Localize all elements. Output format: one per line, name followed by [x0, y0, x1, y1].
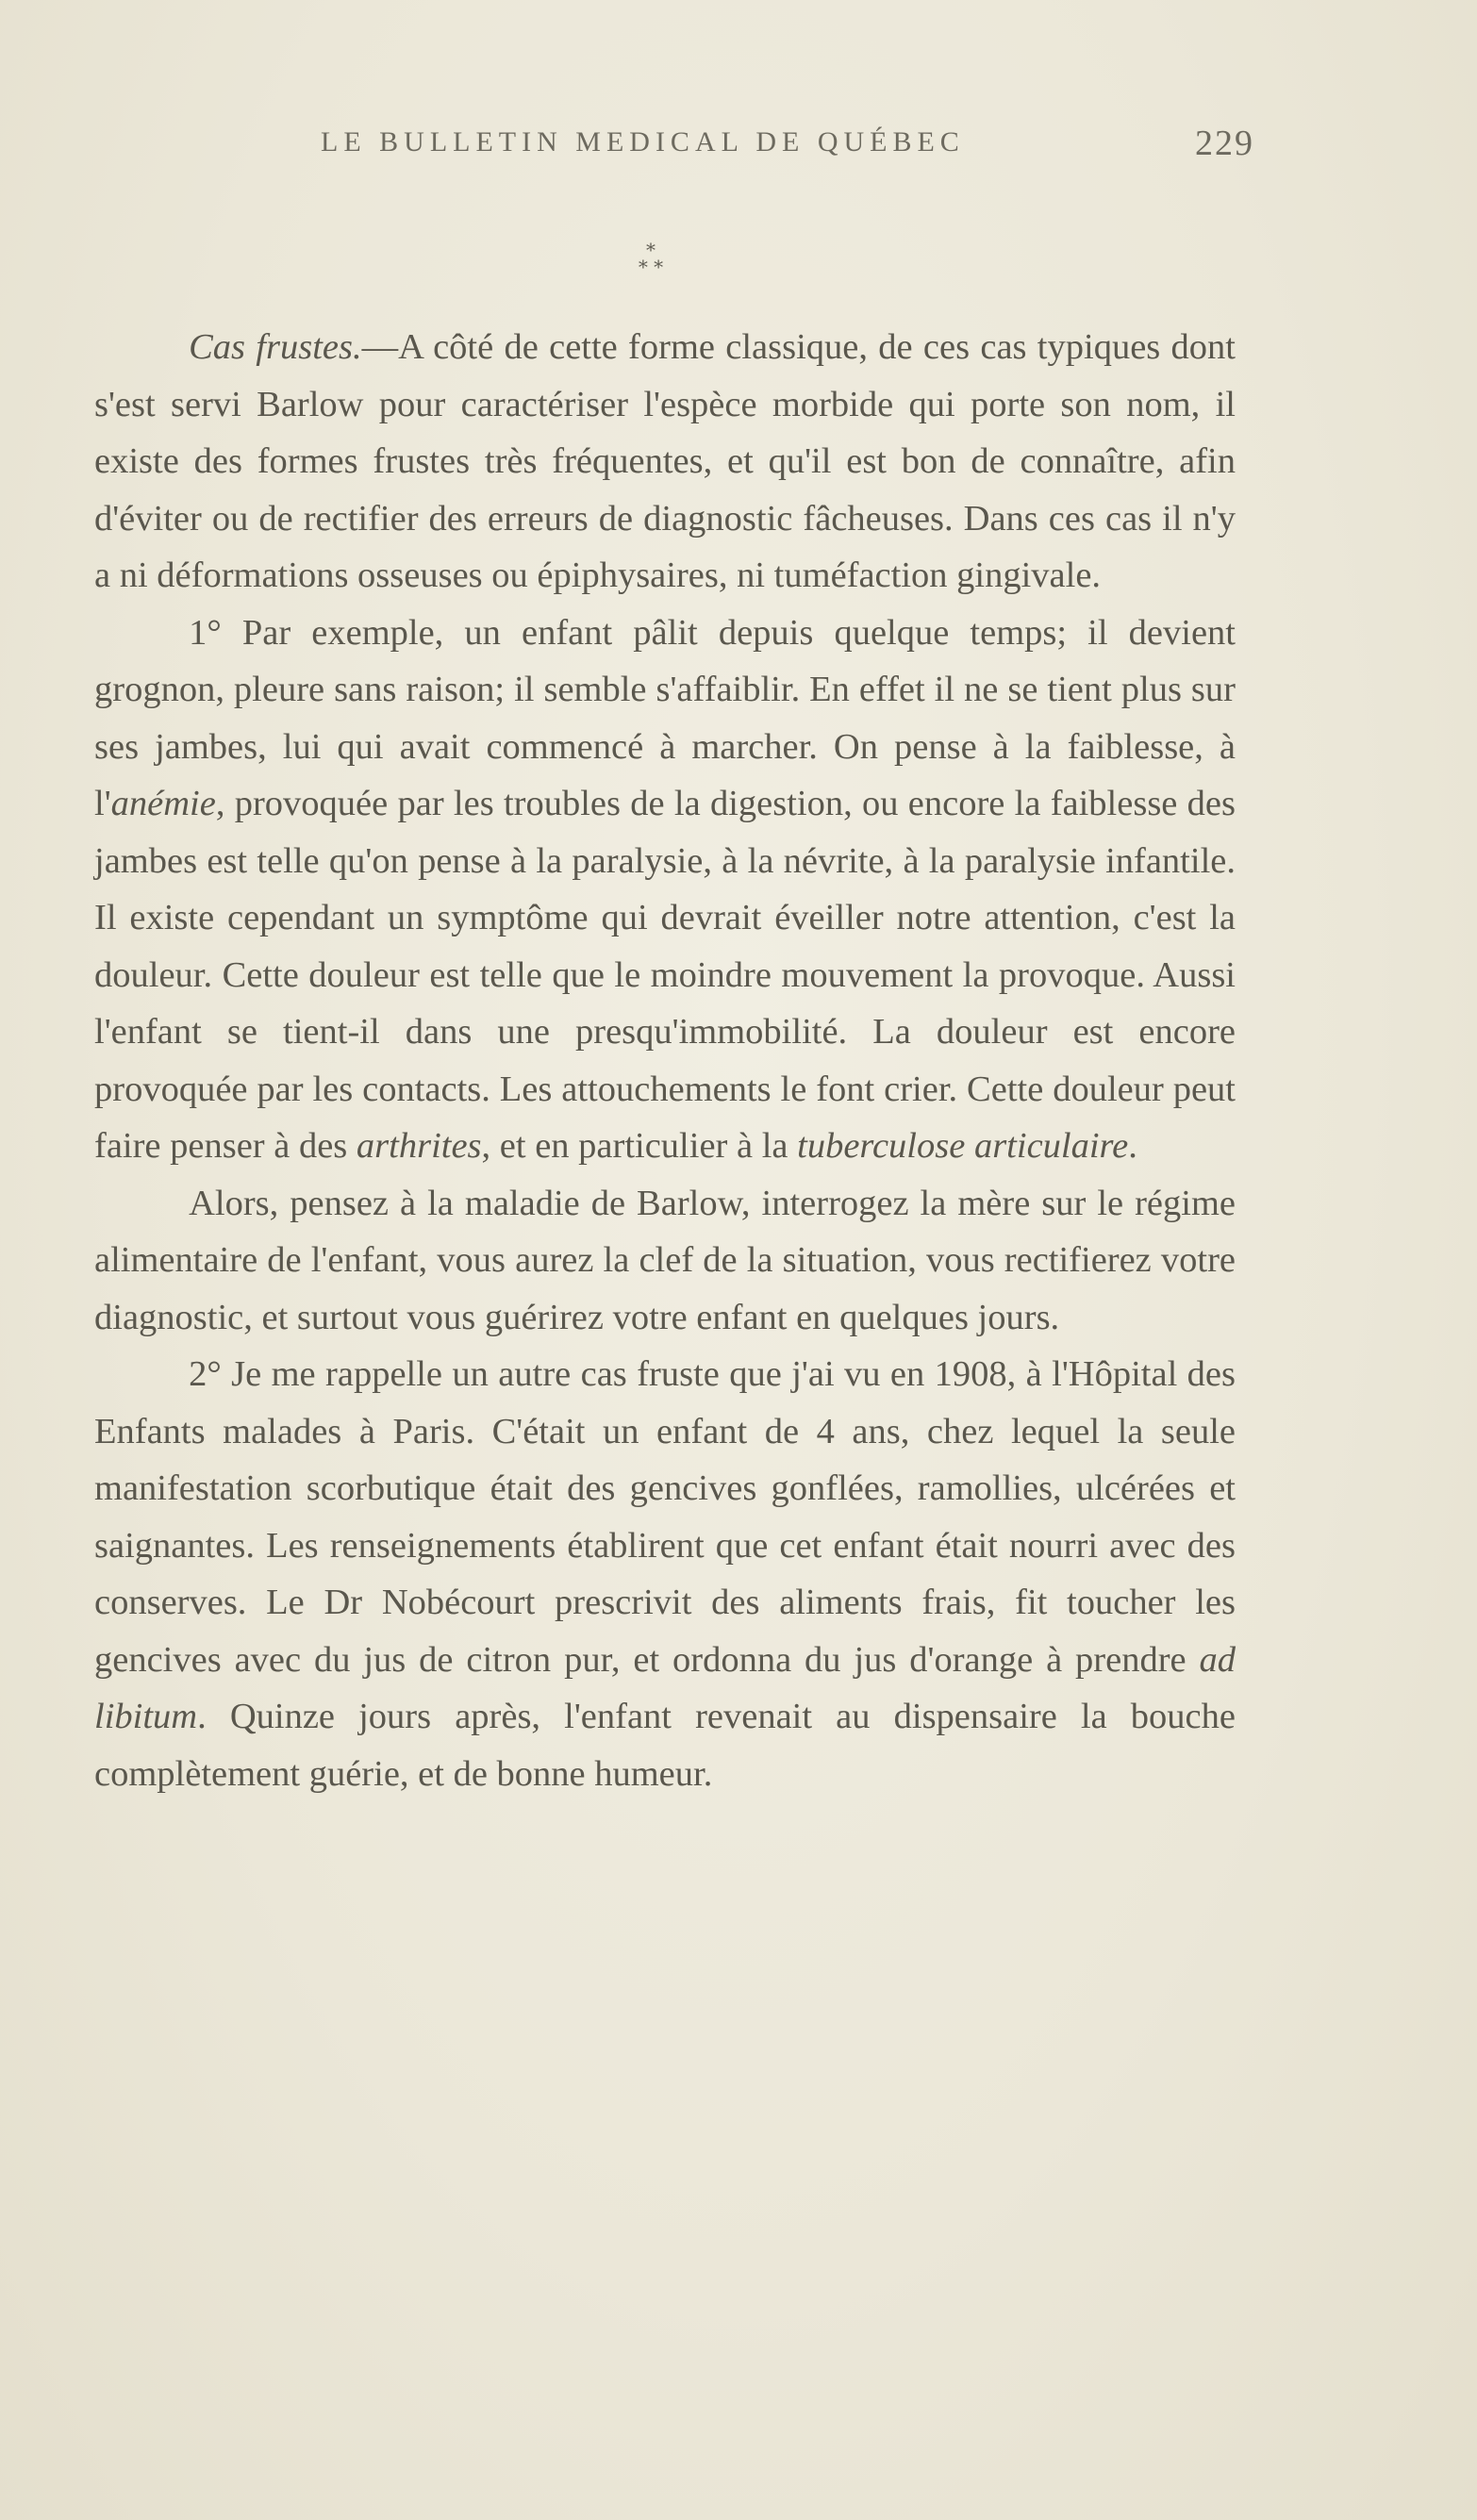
- italic-term: tuberculose articulaire: [797, 1126, 1129, 1166]
- body-text: [94, 319, 1236, 1802]
- page-number: 229: [1195, 124, 1254, 163]
- italic-term: ad libitum: [94, 1639, 1236, 1736]
- paragraph-text: Alors, pensez à la maladie de Barlow, interrogez la mère sur le régime alimentaire de l'enfant, vous aurez la clef de la situation, vous rectifierez votre diagnostic, et surtout vous guérirez votre enfant en quelques jours.: [94, 1183, 1236, 1337]
- asterism-top: *: [646, 239, 656, 261]
- asterism-bottom: * *: [638, 256, 664, 278]
- paragraph-example-2: [94, 1346, 1236, 1802]
- italic-term: anémie: [110, 784, 216, 823]
- asterism-divider: [613, 239, 689, 278]
- running-header: [321, 121, 1254, 177]
- italic-term: arthrites: [356, 1126, 482, 1166]
- paragraph-text: , provoquée par les troubles de la digestion, ou encore la faiblesse des jambes est telle qu'on pense à la paralysie, à la névrite, à la paralysie infantile. Il existe cependant un symptôme qui devrait éveiller notre attention, c'est la douleur. Cette douleur est telle que le moindre mouvement la provoque. Aussi l'enfant se tient-il dans une presqu'immobilité. La douleur est encore provoquée par les contacts. Les attouchements le font crier. Cette douleur peut faire penser à des: [94, 784, 1236, 1166]
- paragraph-text: 2° Je me rappelle un autre cas fruste que j'ai vu en 1908, à l'Hôpital des Enfants malades à Paris. C'était un enfant de 4 ans, chez lequel la seule manifestation scorbutique était des gencives gonflées, ramollies, ulcérées et saignantes. Les renseignements établirent que cet enfant était nourri avec des conserves. Le Dr Nobécourt prescrivit des aliments frais, fit toucher les gencives avec du jus de citron pur, et ordonna du jus d'orange à prendre: [94, 1354, 1236, 1680]
- paragraph-cas-frustes: [94, 319, 1236, 605]
- section-lead-italic: Cas frustes.: [189, 327, 362, 367]
- paragraph-text: . Quinze jours après, l'enfant revenait au dispensaire la bouche complètement guérie, et de bonne humeur.: [94, 1697, 1236, 1794]
- running-title: LE BULLETIN MEDICAL DE QUÉBEC: [321, 126, 965, 158]
- paragraph-text: 1° Par exemple, un enfant pâlit depuis quelque temps; il devient grognon, pleure sans raison; il semble s'affaiblir. En effet il ne se tient plus sur ses jambes, lui qui avait commencé à marcher. On pense à la faiblesse, à l': [94, 612, 1236, 823]
- paragraph-text: .: [1128, 1126, 1137, 1166]
- paragraph-alors: [94, 1175, 1236, 1347]
- paragraph-text: , et en particulier à la: [481, 1126, 798, 1166]
- paragraph-text: —A côté de cette forme classique, de ces cas typiques dont s'est servi Barlow pour caractériser l'espèce morbide qui porte son nom, il existe des formes frustes très fréquentes, et qu'il est bon de connaître, afin d'éviter ou de rectifier des erreurs de diagnostic fâcheuses. Dans ces cas il n'y a ni déformations osseuses ou épiphysaires, ni tuméfaction gingivale.: [94, 327, 1236, 595]
- paragraph-example-1: [94, 605, 1236, 1175]
